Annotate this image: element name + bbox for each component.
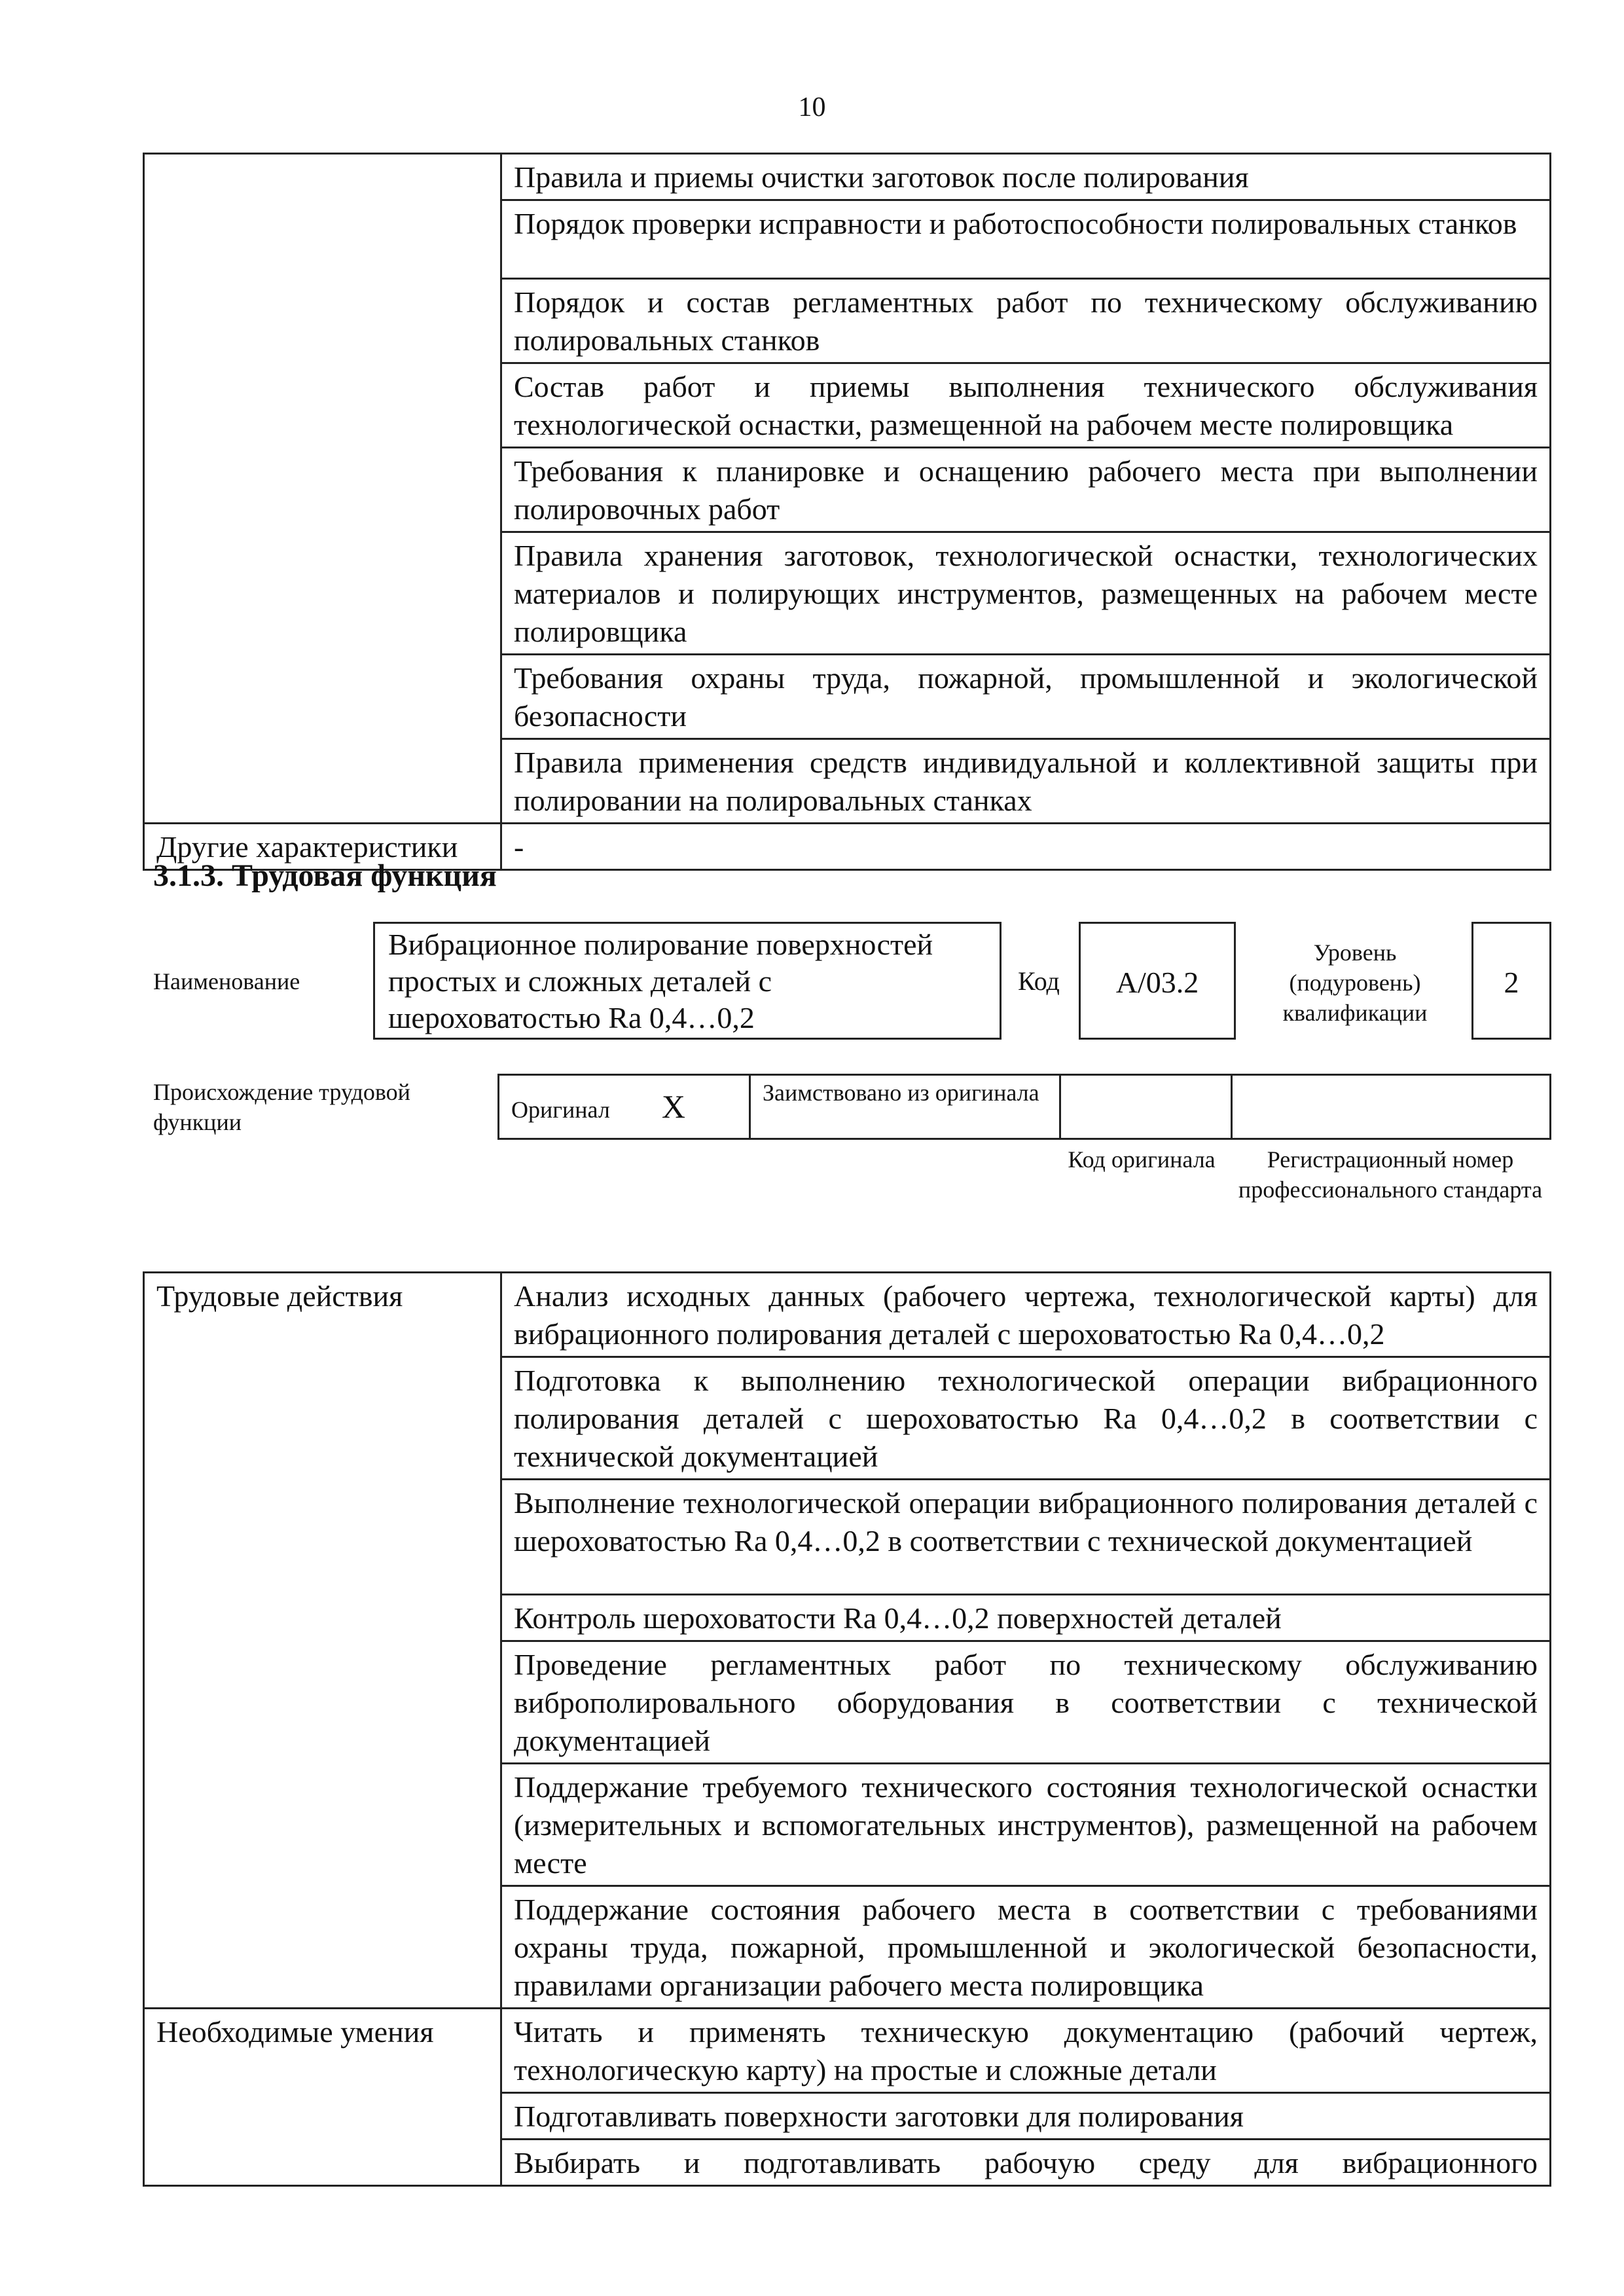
table-row: Поддержание состояния рабочего места в соответствии с требованиями охраны труда, пожарной, промышленной и экологической безопасности, правилами организации рабочего места полировщика xyxy=(501,1886,1551,2009)
table-row: Правила хранения заготовок, технологической оснастки, технологических материалов и полирующих инструментов, размещенных на рабочем месте полировщика xyxy=(501,532,1551,655)
table-row: Контроль шероховатости Ra 0,4…0,2 поверхностей деталей xyxy=(501,1595,1551,1641)
original-mark: X xyxy=(661,1088,685,1125)
registration-caption: Регистрационный номер профессионального стандарта xyxy=(1238,1146,1543,1203)
table-row: Требования охраны труда, пожарной, промышленной и экологической безопасности xyxy=(501,655,1551,739)
table-row: Читать и применять техническую документацию (рабочий чертеж, технологическую карту) на простые и сложные детали xyxy=(501,2009,1551,2093)
name-label: Наименование xyxy=(153,968,300,994)
level-label: Уровень (подуровень) квалификации xyxy=(1282,939,1428,1026)
original-label: Оригинал xyxy=(511,1097,610,1123)
table-row: Подготовка к выполнению технологической операции вибрационного полирования деталей с шероховатостью Ra 0,4…0,2 в соответствии с технической документацией xyxy=(501,1357,1551,1480)
table-row: Выполнение технологической операции вибрационного полирования деталей с шероховатостью Ra 0,4…0,2 в соответствии с технической документацией xyxy=(501,1480,1551,1595)
name-value: Вибрационное полирование поверхностей простых и сложных деталей с шероховатостью Ra 0,4…0,2 xyxy=(388,928,933,1034)
code-caption: Код оригинала xyxy=(1068,1146,1216,1173)
borrowed-label: Заимствовано из оригинала xyxy=(750,1075,1060,1139)
table-row: Проведение регламентных работ по техническому обслуживанию виброполировального оборудования в соответствии с технической документацией xyxy=(501,1641,1551,1764)
table-row: Правила и приемы очистки заготовок после полирования xyxy=(501,154,1551,200)
table-row: Выбирать и подготавливать рабочую среду для вибрационного xyxy=(501,2140,1551,2186)
origin-label: Происхождение трудовой функции xyxy=(153,1079,410,1135)
code-value-box xyxy=(1079,922,1236,1040)
empty-label-cell xyxy=(144,154,501,824)
table-row: Поддержание требуемого технического состояния технологической оснастки (измерительных и вспомогательных инструментов), размещенной на рабочем месте xyxy=(501,1764,1551,1886)
table-row: Порядок проверки исправности и работоспособности полировальных станков xyxy=(501,200,1551,279)
page-number: 10 xyxy=(798,92,826,122)
table-row: Подготавливать поверхности заготовки для полирования xyxy=(501,2093,1551,2140)
table-row: Требования к планировке и оснащению рабочего места при выполнении полировочных работ xyxy=(501,448,1551,532)
section-title: 3.1.3. Трудовая функция xyxy=(153,858,497,893)
original-cell xyxy=(499,1075,750,1139)
skills-label: Необходимые умения xyxy=(144,2009,501,2186)
table-row: Состав работ и приемы выполнения технического обслуживания технологической оснастки, размещенной на рабочем месте полировщика xyxy=(501,363,1551,448)
code-label: Код xyxy=(1018,966,1060,996)
other-characteristics-value: - xyxy=(501,824,1551,870)
name-value-box xyxy=(373,922,1001,1040)
registration-number-cell xyxy=(1232,1075,1551,1139)
original-code-cell xyxy=(1060,1075,1232,1139)
table-row: Правила применения средств индивидуальной и коллективной защиты при полировании на полировальных станках xyxy=(501,739,1551,824)
level-value-box xyxy=(1471,922,1551,1040)
level-value: 2 xyxy=(1504,966,1519,999)
table-row: Анализ исходных данных (рабочего чертежа, технологической карты) для вибрационного полирования деталей с шероховатостью Ra 0,4…0,2 xyxy=(501,1273,1551,1357)
other-characteristics-label: Другие характеристики xyxy=(144,824,501,870)
origin-table xyxy=(497,1074,1551,1140)
table-row: Порядок и состав регламентных работ по техническому обслуживанию полировальных станков xyxy=(501,279,1551,363)
function-table xyxy=(143,1271,1551,2187)
knowledge-table xyxy=(143,153,1551,871)
code-value: А/03.2 xyxy=(1115,966,1199,999)
actions-label: Трудовые действия xyxy=(144,1273,501,2009)
